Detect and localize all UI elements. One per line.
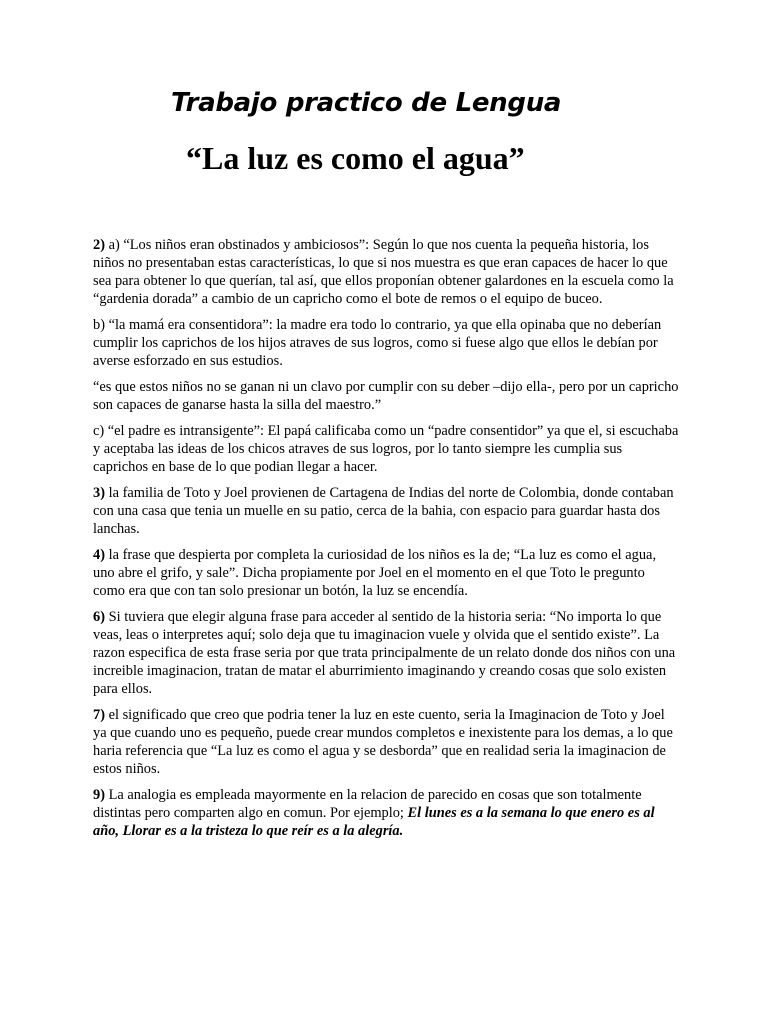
paragraph-2b bbox=[93, 316, 679, 370]
paragraph-text: la frase que despierta por completa la curiosidad de los niños es la de; “La luz es como el agua, uno abre el grifo, y sale”. Dicha propiamente por Joel en el momento en el que Toto le pregunto como era que con tan solo presionar un botón, la luz se encendía. bbox=[93, 547, 657, 599]
item-number: 3) bbox=[93, 485, 105, 501]
paragraph-6 bbox=[93, 608, 679, 698]
document-subtitle: “La luz es como el agua” bbox=[186, 140, 525, 176]
paragraph-text: “es que estos niños no se ganan ni un clavo por cumplir con su deber –dijo ella-, pero por un capricho son capaces de ganarse hasta la silla del maestro.” bbox=[93, 379, 679, 413]
paragraph-3 bbox=[93, 484, 679, 538]
example-emphasis: El lunes es a la semana lo que enero es al año, Llorar es a la tristeza lo que reír es a la alegría. bbox=[93, 805, 655, 839]
item-number: 9) bbox=[93, 787, 105, 803]
paragraph-text: la familia de Toto y Joel provienen de Cartagena de Indias del norte de Colombia, donde contaban con una casa que tenia un muelle en su patio, cerca de la bahia, con espacio para guardar hasta dos lanchas. bbox=[93, 485, 674, 537]
item-number: 2) bbox=[93, 237, 105, 253]
item-number: 4) bbox=[93, 547, 105, 563]
paragraph-text: el significado que creo que podria tener la luz en este cuento, seria la Imaginacion de Toto y Joel ya que cuando uno es pequeño, puede crear mundos completos e inexistente para los demas, a lo que haria referencia que “La luz es como el agua y se desborda” que en realidad seria la imaginacion de estos niños. bbox=[93, 707, 673, 777]
document-title: Trabajo practico de Lengua bbox=[171, 88, 562, 118]
paragraph-text: La analogia es empleada mayormente en la relacion de parecido en cosas que son totalmente distintas pero comparten algo en comun. Por ejemplo; bbox=[93, 787, 642, 821]
paragraph-quote bbox=[93, 378, 679, 414]
paragraph-text: Si tuviera que elegir alguna frase para acceder al sentido de la historia seria: “No importa lo que veas, leas o interpretes aquí; solo deja que tu imaginacion vuele y olvida que el sentido existe”. La razon especifica de esta frase seria por que trata principalmente de un relato donde dos niños con una increible imaginacion, tratan de matar el aburrimiento imaginando y creando cosas que solo existen para ellos. bbox=[93, 609, 676, 697]
document-body bbox=[93, 236, 679, 848]
paragraph-text: c) “el padre es intransigente”: El papá calificaba como un “padre consentidor” ya que el, si escuchaba y aceptaba las ideas de los chicos atraves de sus logros, por lo tanto siempre les cumplia sus caprichos en base de lo que podian llegar a hacer. bbox=[93, 423, 679, 475]
paragraph-text: b) “la mamá era consentidora”: la madre era todo lo contrario, ya que ella opinaba que no deberían cumplir los caprichos de los hijos atraves de sus logros, como si fuese algo que ellos le debían por averse esforzado en sus estudios. bbox=[93, 317, 662, 369]
item-number: 6) bbox=[93, 609, 105, 625]
paragraph-2 bbox=[93, 236, 679, 308]
item-number: 7) bbox=[93, 707, 105, 723]
paragraph-7 bbox=[93, 706, 679, 778]
paragraph-2c bbox=[93, 422, 679, 476]
paragraph-text: a) “Los niños eran obstinados y ambiciosos”: Según lo que nos cuenta la pequeña historia, los niños no presentaban estas características, lo que si nos muestra es que eran capaces de hacer lo que sea para obtener lo que querían, tal así, que ellos proponían obtener galardones en la escuela como la “gardenia dorada” a cambio de un capricho como el bote de remos o el equipo de buceo. bbox=[93, 237, 674, 307]
paragraph-9 bbox=[93, 786, 679, 840]
paragraph-4 bbox=[93, 546, 679, 600]
